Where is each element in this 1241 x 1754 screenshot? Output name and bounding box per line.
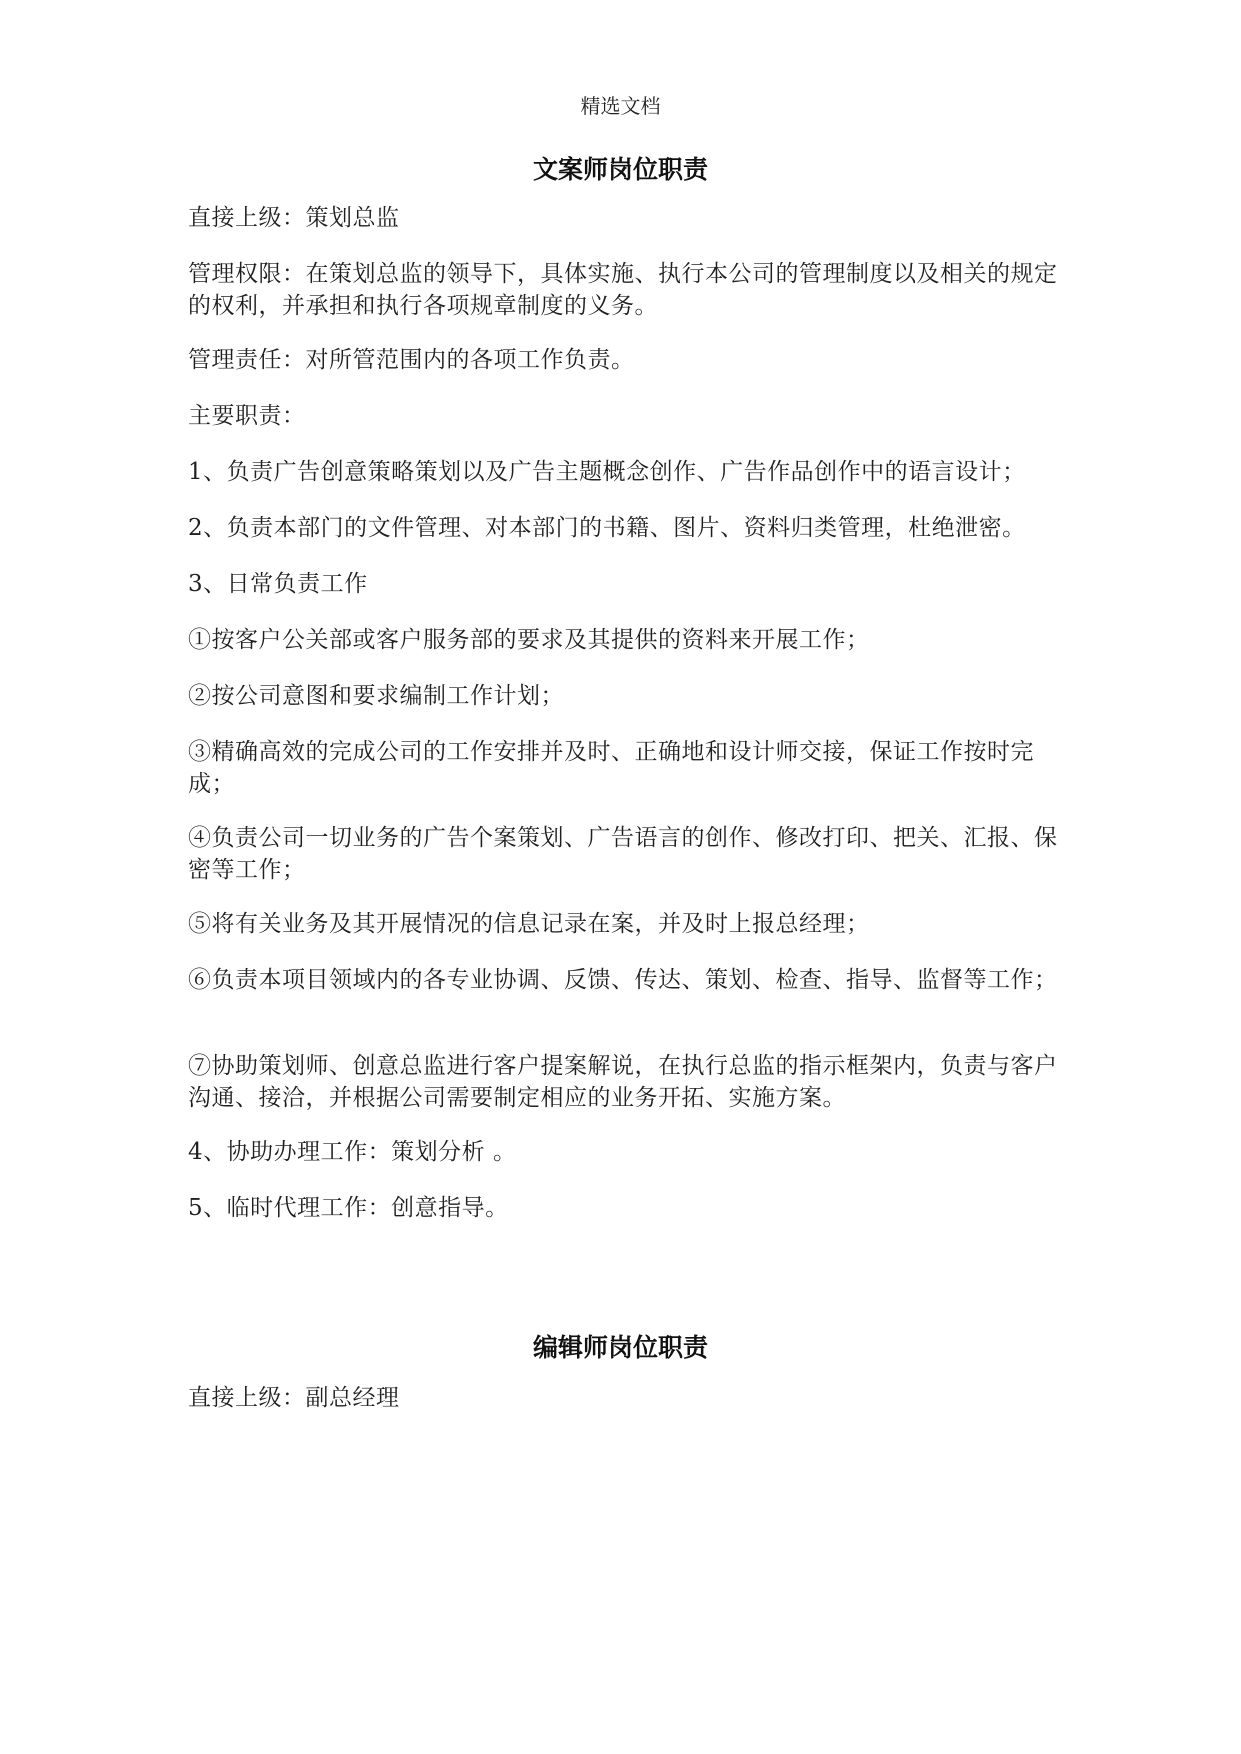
editor-supervisor-line: 直接上级：副总经理 bbox=[188, 1385, 400, 1411]
sub-duty-7: ⑦协助策划师、创意总监进行客户提案解说，在执行总监的指示框架内，负责与客户沟通、接洽，并根据公司需要制定相应的业务开拓、实施方案。 bbox=[188, 1053, 1058, 1111]
sub-duty-2: ②按公司意图和要求编制工作计划； bbox=[188, 683, 564, 709]
sub-duty-1: ①按客户公关部或客户服务部的要求及其提供的资料来开展工作； bbox=[188, 627, 870, 653]
section-title-copywriter: 文案师岗位职责 bbox=[532, 155, 708, 184]
document-header-label: 精选文档 bbox=[580, 94, 661, 118]
duty-item-2: 2、负责本部门的文件管理、对本部门的书籍、图片、资料归类管理，杜绝泄密。 bbox=[188, 515, 1026, 541]
supervisor-line: 直接上级：策划总监 bbox=[188, 205, 400, 231]
sub-duty-4: ④负责公司一切业务的广告个案策划、广告语言的创作、修改打印、把关、汇报、保密等工作； bbox=[188, 825, 1058, 883]
responsibility-line: 管理责任：对所管范围内的各项工作负责。 bbox=[188, 347, 635, 373]
sub-duty-5: ⑤将有关业务及其开展情况的信息记录在案，并及时上报总经理； bbox=[188, 911, 870, 937]
duty-item-5: 5、临时代理工作：创意指导。 bbox=[188, 1195, 509, 1221]
section-title-editor: 编辑师岗位职责 bbox=[532, 1333, 708, 1362]
main-duties-heading: 主要职责： bbox=[188, 403, 306, 429]
duty-item-1: 1、负责广告创意策略策划以及广告主题概念创作、广告作品创作中的语言设计； bbox=[188, 459, 1026, 485]
authority-paragraph: 管理权限：在策划总监的领导下，具体实施、执行本公司的管理制度以及相关的规定的权利，并承担和执行各项规章制度的义务。 bbox=[188, 261, 1058, 319]
sub-duty-6: ⑥负责本项目领域内的各专业协调、反馈、传达、策划、检查、指导、监督等工作； bbox=[188, 967, 1058, 993]
duty-item-4: 4、协助办理工作：策划分析 。 bbox=[188, 1139, 517, 1165]
sub-duty-3: ③精确高效的完成公司的工作安排并及时、正确地和设计师交接，保证工作按时完成； bbox=[188, 739, 1034, 797]
duty-item-3: 3、日常负责工作 bbox=[188, 571, 368, 597]
